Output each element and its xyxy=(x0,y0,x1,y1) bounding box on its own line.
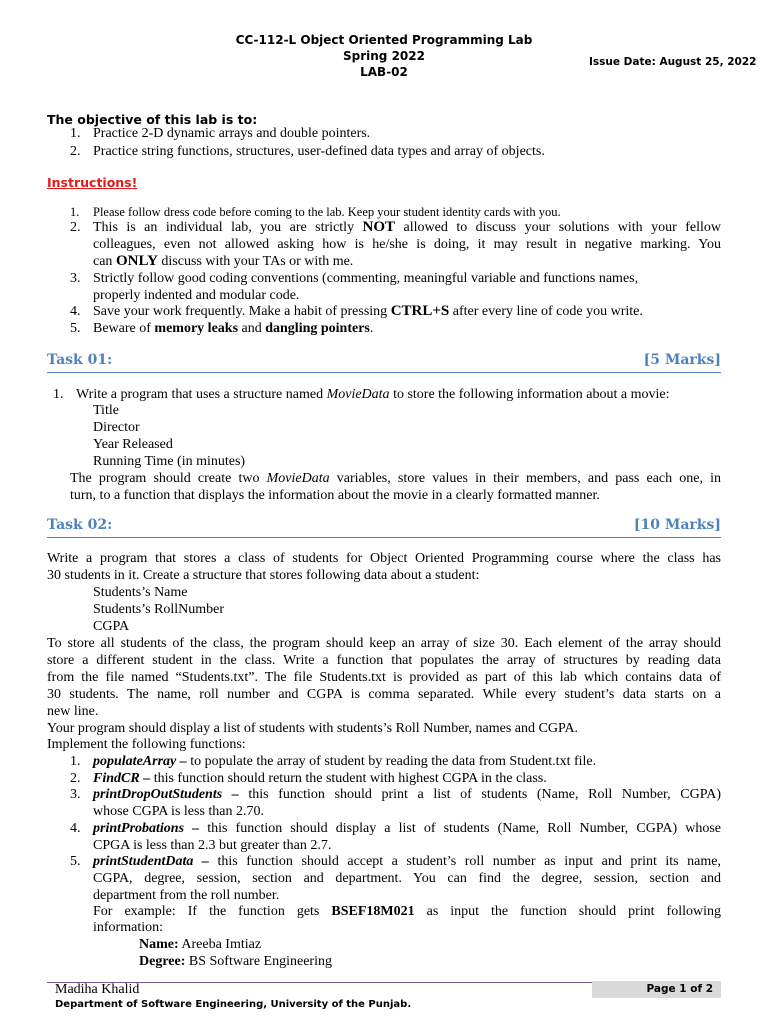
example-degree: Degree: BS Software Engineering xyxy=(139,954,332,969)
example-name: Name: Areeba Imtiaz xyxy=(139,937,262,952)
function-example: information: xyxy=(93,920,163,935)
page-number-box xyxy=(592,981,721,998)
task-marks: [5 Marks] xyxy=(643,352,721,368)
task-02-heading xyxy=(47,517,721,538)
function-text: printStudentData – this function should accept a student’s roll number as input and print its name, xyxy=(93,854,721,869)
instruction-item: 5. Beware of memory leaks and dangling pointers. xyxy=(70,321,374,336)
field-item: Students’s RollNumber xyxy=(93,602,225,617)
task-02-paragraph: from the file named “Students.txt”. The file Students.txt is provided as part of this lab which contains data of xyxy=(47,670,721,685)
lab-number: LAB-02 xyxy=(360,65,408,79)
task-02-paragraph: Write a program that stores a class of students for Object Oriented Programming course where the class has xyxy=(47,551,721,566)
instructions-title: Instructions! xyxy=(47,175,138,190)
function-text: printProbations – this function should display a list of students (Name, Roll Number, CGPA) whose xyxy=(93,821,722,836)
field-item: Title xyxy=(93,403,119,418)
field-item: Director xyxy=(93,420,140,435)
function-text: whose CGPA is less than 2.70. xyxy=(93,804,265,819)
instruction-text: properly indented and modular code. xyxy=(93,288,300,303)
function-item: 4. xyxy=(70,821,81,836)
instruction-item: 3. Strictly follow good coding conventions (commenting, meaningful variable and functions names, xyxy=(70,271,639,286)
field-item: CGPA xyxy=(93,619,130,634)
task-02-paragraph: 30 students in it. Create a structure that stores following data about a student: xyxy=(47,568,480,583)
term: Spring 2022 xyxy=(343,49,425,63)
task-title: Task 01: xyxy=(47,352,113,368)
task-02-paragraph: store a different student in the class. Write a function that populates the array of structures by reading data xyxy=(47,653,721,668)
field-item: Running Time (in minutes) xyxy=(93,454,246,469)
task-01-heading xyxy=(47,352,721,373)
course-title: CC-112-L Object Oriented Programming Lab xyxy=(235,33,533,47)
function-text: department from the roll number. xyxy=(93,888,280,903)
instruction-item: 2. xyxy=(70,220,81,235)
field-item: Year Released xyxy=(93,437,173,452)
task-title: Task 02: xyxy=(47,517,113,533)
task-02-paragraph: To store all students of the class, the program should keep an array of size 30. Each element of the array should xyxy=(47,636,721,651)
function-item: 3. xyxy=(70,787,81,802)
function-item: 5. xyxy=(70,854,81,869)
instruction-item: 4. Save your work frequently. Make a habit of pressing CTRL+S after every line of code you write. xyxy=(70,303,643,319)
footer-author: Madiha Khalid xyxy=(55,982,140,997)
function-item: 2. FindCR – this function should return the student with highest CGPA in the class. xyxy=(70,771,547,786)
task-01-paragraph: turn, to a function that displays the information about the movie in a clearly formatted manner. xyxy=(70,488,600,503)
instruction-item: 1. Please follow dress code before coming to the lab. Keep your student identity cards with you. xyxy=(70,205,561,219)
field-item: Students’s Name xyxy=(93,585,188,600)
function-item: 1. populateArray – to populate the array of student by reading the data from Student.txt file. xyxy=(70,754,597,769)
instruction-text: can ONLY discuss with your TAs or with me. xyxy=(93,253,354,269)
task-01-intro: 1. Write a program that uses a structure named MovieData to store the following information about a movie: xyxy=(53,387,670,402)
task-01-paragraph: The program should create two MovieData variables, store values in their members, and pass each one, in xyxy=(70,471,721,486)
task-02-paragraph: 30 students. The name, roll number and CGPA is comma separated. While every student’s data starts on a xyxy=(47,687,721,702)
task-02-paragraph: Implement the following functions: xyxy=(47,737,246,752)
objective-item: 1. Practice 2-D dynamic arrays and double pointers. xyxy=(70,126,371,141)
page-number: Page 1 of 2 xyxy=(646,983,713,995)
objective-item: 2. Practice string functions, structures, user-defined data types and array of objects. xyxy=(70,144,545,159)
objective-title: The objective of this lab is to: xyxy=(47,112,258,127)
task-02-paragraph: Your program should display a list of students with students’s Roll Number, names and CGPA. xyxy=(47,721,579,736)
instruction-text: colleagues, even not allowed asking how is he/she is doing, it may result in negative marking. You xyxy=(93,237,721,252)
function-text: printDropOutStudents – this function should print a list of students (Name, Roll Number, CGPA) xyxy=(93,787,721,802)
task-marks: [10 Marks] xyxy=(633,517,721,533)
function-example: For example: If the function gets BSEF18M021 as input the function should print following xyxy=(93,904,721,919)
footer-department: Department of Software Engineering, University of the Punjab. xyxy=(55,999,412,1010)
issue-date: Issue Date: August 25, 2022 xyxy=(589,56,757,68)
function-text: CGPA, degree, session, section and department. You can find the degree, session, section and xyxy=(93,871,721,886)
task-02-paragraph: new line. xyxy=(47,704,99,719)
instruction-text: This is an individual lab, you are strictly NOT allowed to discuss your solutions with your fellow xyxy=(93,219,722,235)
function-text: CPGA is less than 2.3 but greater than 2.7. xyxy=(93,838,332,853)
